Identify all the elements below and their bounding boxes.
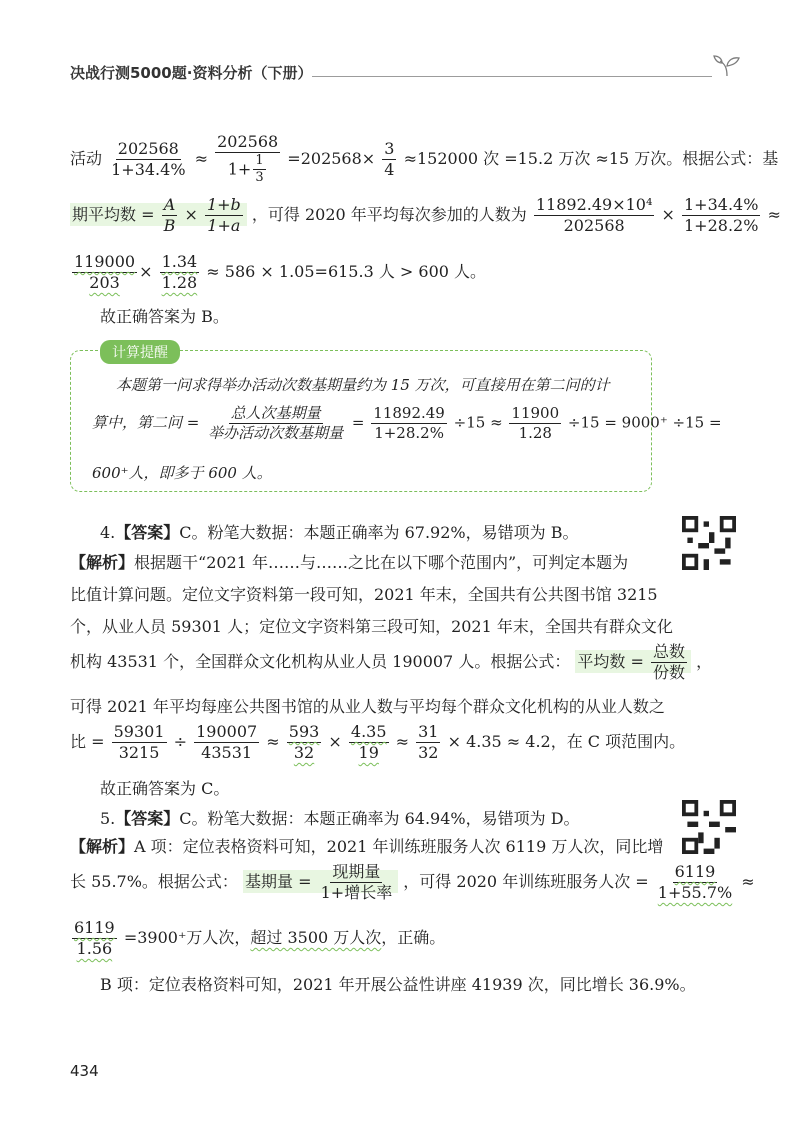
qr-code-icon[interactable] [682,800,736,854]
q4-formula: 比 = $\frac{59301}{3215}$ ÷ $\frac{190007}{43531}$ ≈ $\frac{593}{32}$ × $\frac{4.35}{19}$ ≈ $\frac{31}{32}$ × 4.35 ≈ 4.2，在 C 项范围内。 [70,722,686,762]
page-number: 434 [70,1062,99,1080]
q4-explanation-1: 【解析】根据题干“2021 年……与……之比在以下哪个范围内”，可判定本题为 [70,553,629,572]
header-rule [312,76,712,77]
running-header: 决战行测5000题·资料分析（下册） [70,64,313,82]
q4-explanation-5: 可得 2021 年平均每座公共图书馆的从业人数与平均每个群众文化机构的从业人数之 [70,697,665,716]
formula-line-3: $\frac{119000}{203}$ × $\frac{1.34}{1.28}$ ≈ 586 × 1.05=615.3 人 > 600 人。 [74,252,487,292]
tip-line-3: 600⁺人，即多于 600 人。 [92,464,272,482]
q4-explanation-2: 比值计算问题。定位文字资料第一段可知，2021 年末，全国共有公共图书馆 3215 [70,585,658,604]
formula-line-2: 期平均数 = $\frac{A}{B}$ × $\frac{1+b}{1+a}$ ，可得 2020 年平均每次参加的人数为 $\frac{\text{11892.49×10⁴}}{202568}$ × $\frac{1+34.4\%}{1+28.2\%}$ ≈ [72,195,781,235]
tip-label: 计算提醒 [100,340,180,364]
q4-answer-line: 4.【答案】C。粉笔大数据：本题正确率为 67.92%，易错项为 B。 [100,523,579,542]
q4-explanation-4: 机构 43531 个，全国群众文化机构从业人员 190007 人。根据公式： 平均数 = $\frac{\text{总数}}{\text{份数}}$ ， [70,642,713,682]
q4-explanation-3: 个，从业人员 59301 人；定位文字资料第三段可知，2021 年末，全国共有群众文化 [70,617,673,636]
qr-code-icon[interactable] [682,516,736,570]
answer-q3: 故正确答案为 B。 [100,307,229,326]
sprout-icon [712,52,742,78]
q5-explanation-2: 长 55.7%。根据公式： 基期量 = $\frac{\text{现期量}}{\text{1+增长率}}$ ，可得 2020 年训练班服务人次 = $\frac{6119}{1+55.7\%}$ ≈ [70,862,755,902]
tip-line-1: 本题第一问求得举办活动次数基期量约为 15 万次，可直接用在第二问的计 [116,376,610,394]
q5-answer-line: 5.【答案】C。粉笔大数据：本题正确率为 64.94%，易错项为 D。 [100,809,580,828]
tip-line-2: 算中，第二问 = $\frac{\text{总人次基期量}}{\text{举办活动次数基期量}}$ = $\frac{11892.49}{1+28.2\%}$ ÷15 ≈ $\frac{11900}{1.28}$ ÷15 = 9000⁺ ÷15 = [92,404,722,442]
q5-explanation-4: B 项：定位表格资料可知，2021 年开展公益性讲座 41939 次，同比增长 36.9%。 [100,975,696,994]
q5-explanation-3: $\frac{6119}{1.56}$ =3900⁺万人次，超过 3500 万人次，正确。 [74,918,446,958]
formula-line-1: 活动 $\frac{202568}{1+34.4\%}$ ≈ 202568 1+ $\frac{1}{3}$ =202568× $\frac{3}{4}$ ≈152000 次 =15.2 万次 ≈15 万次。根据公式：基 [70,132,779,186]
answer-q4: 故正确答案为 C。 [100,779,230,798]
q5-explanation-1: 【解析】A 项：定位表格资料可知，2021 年训练班服务人次 6119 万人次，同比增 [70,837,664,856]
